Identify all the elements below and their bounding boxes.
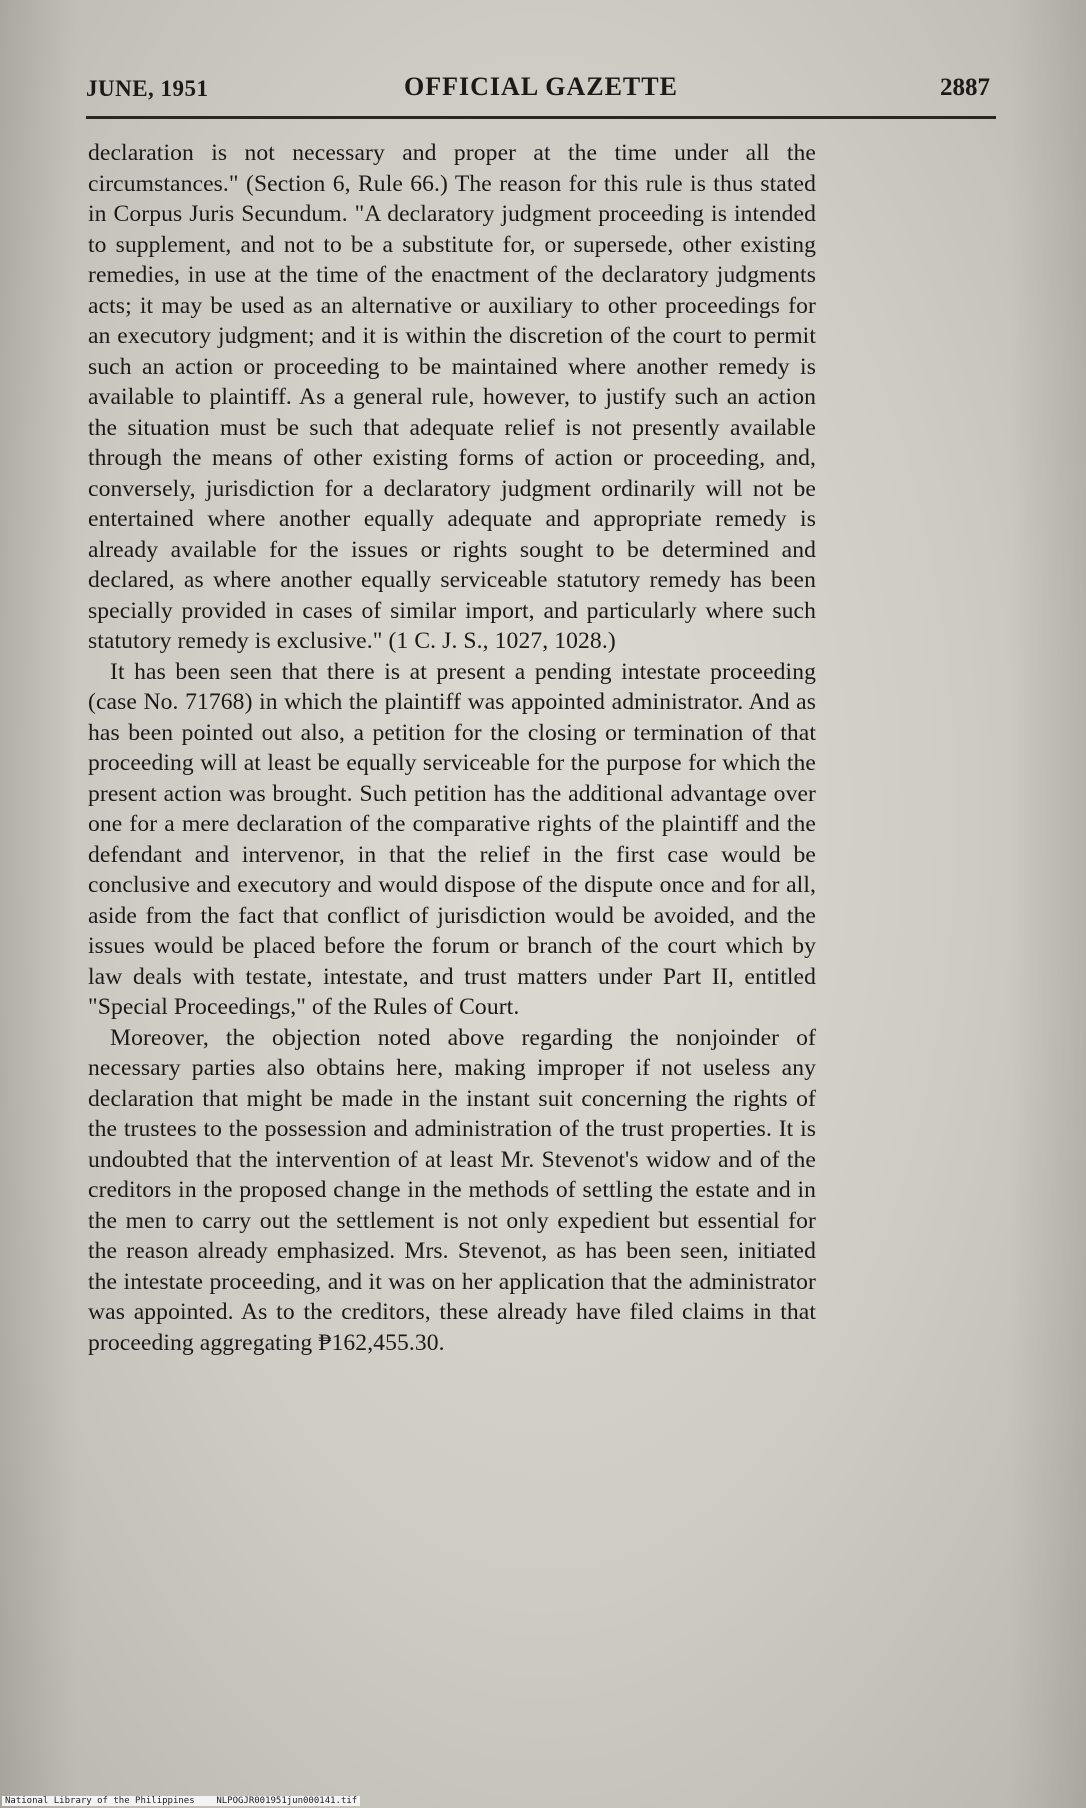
- publication-title: OFFICIAL GAZETTE: [404, 72, 678, 101]
- page-number: 2887: [940, 74, 990, 101]
- page-header: [86, 72, 996, 112]
- article-body: [88, 138, 816, 1358]
- paragraph-2: It has been seen that there is at present a pending intestate proceeding (case No. 71768) in which the plaintiff was appointed administrator. And as has been pointed out also, a petition for the closing or termination of that proceeding will at least be equally serviceable for the purpose for which the present action was brought. Such petition has the additional advantage over one for a mere declaration of the comparative rights of the plaintiff and the defendant and intervenor, in that the relief in the first case would be conclusive and executory and would dispose of the dispute once and for all, aside from the fact that conflict of jurisdiction would be avoided, and the issues would be placed before the forum or branch of the court which by law deals with testate, intestate, and trust matters under Part II, entitled "Special Proceedings," of the Rules of Court.: [88, 658, 816, 1020]
- paragraph-1: declaration is not necessary and proper at the time under all the circumstances." (Section 6, Rule 66.) The reason for this rule is thus stated in Corpus Juris Secundum. "A declaratory judgment proceeding is intended to supplement, and not to be a substitute for, or supersede, other existing remedies, in use at the time of the enactment of the declaratory judgments acts; it may be used as an alternative or auxiliary to other proceedings for an executory judgment; and it is within the discretion of the court to permit such an action or proceeding to be maintained where another remedy is available to plaintiff. As a general rule, however, to justify such an action the situation must be such that adequate relief is not presently available through the means of other existing forms of action or proceeding, and, conversely, jurisdiction for a declaratory judgment ordinarily will not be entertained where another equally adequate and appropriate remedy is already available for the issues or rights sought to be determined and declared, as where another equally serviceable statutory remedy has been specially provided in cases of similar import, and particularly where such statutory remedy is exclusive." (1 C. J. S., 1027, 1028.): [88, 140, 816, 654]
- header-rule: [86, 116, 996, 119]
- scan-source-caption: National Library of the Philippines NLPOGJR001951jun000141.tif: [2, 1796, 360, 1806]
- issue-date: JUNE, 1951: [86, 76, 209, 101]
- paragraph-3: Moreover, the objection noted above regarding the nonjoinder of necessary parties also obtains here, making improper if not useless any declaration that might be made in the instant suit concerning the rights of the trustees to the possession and administration of the trust properties. It is undoubted that the intervention of at least Mr. Stevenot's widow and of the creditors in the proposed change in the methods of settling the estate and in the men to carry out the settlement is not only expedient but essential for the reason already emphasized. Mrs. Stevenot, as has been seen, initiated the intestate proceeding, and it was on her application that the administrator was appointed. As to the creditors, these already have filed claims in that proceeding aggregating ₱162,455.30.: [88, 1024, 816, 1356]
